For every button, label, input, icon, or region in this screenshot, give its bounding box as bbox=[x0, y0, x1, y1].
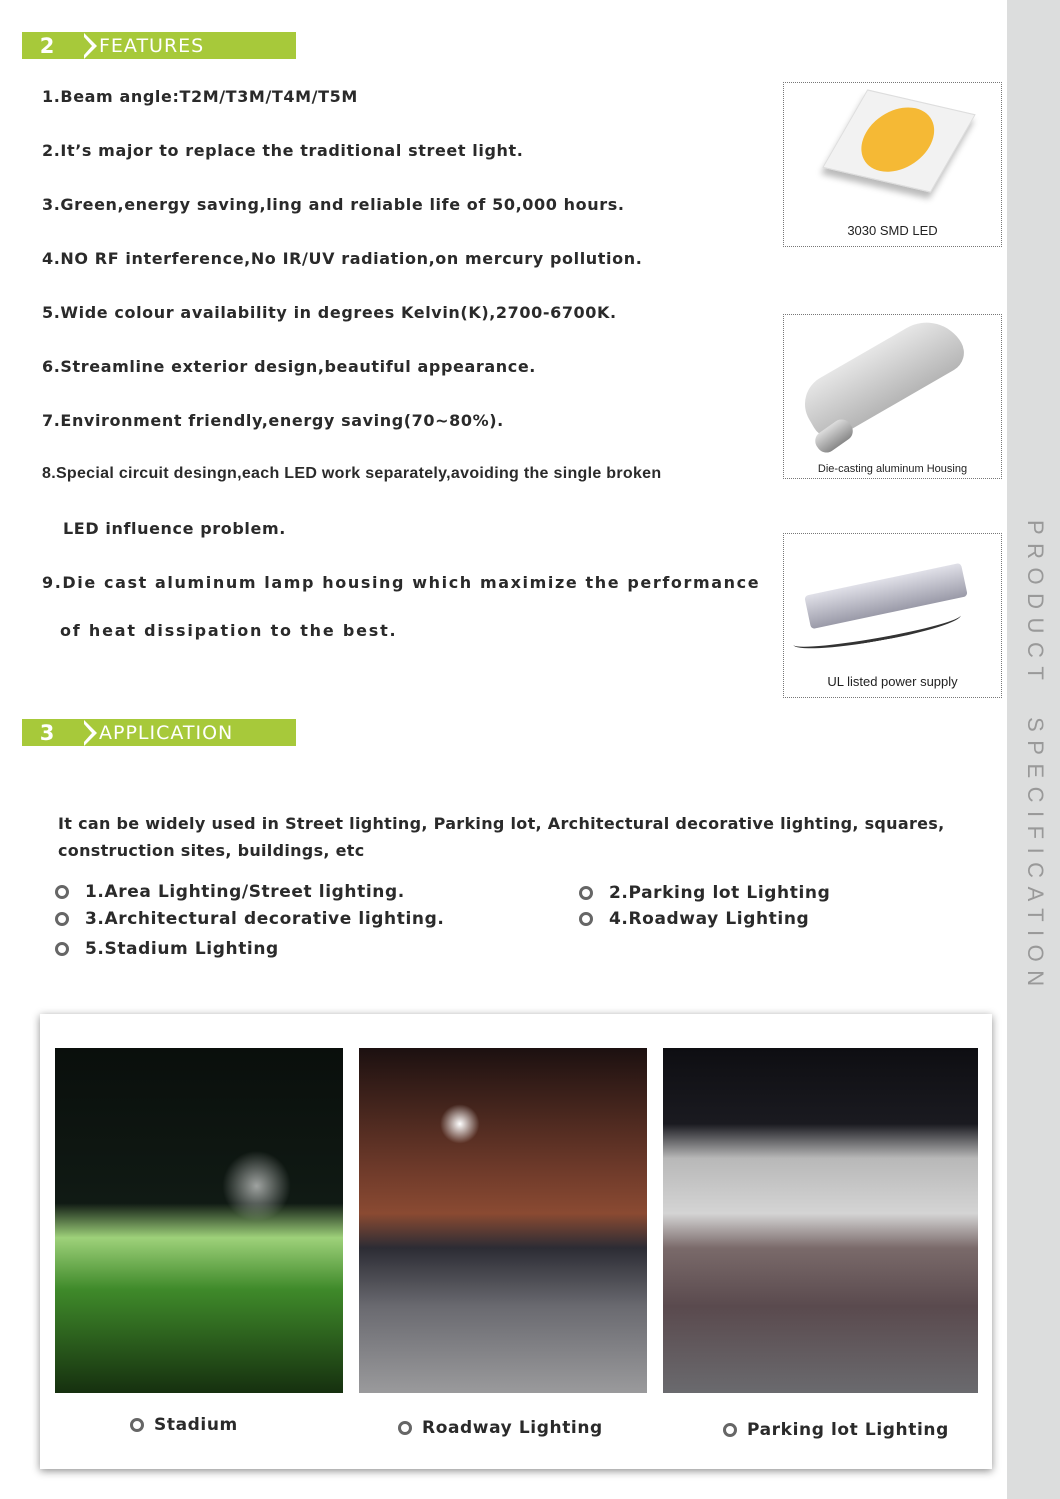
application-header bbox=[22, 719, 296, 746]
photo-caption: Roadway Lighting bbox=[398, 1418, 603, 1438]
feature-item: 5.Wide colour availability in degrees Kelvin(K),2700-6700K. bbox=[42, 303, 617, 322]
features-header bbox=[22, 32, 296, 59]
circle-bullet-icon bbox=[55, 912, 69, 926]
section-number: 2 bbox=[39, 33, 55, 58]
feature-item: 2.It’s major to replace the traditional street light. bbox=[42, 141, 524, 160]
housing-image bbox=[794, 308, 971, 445]
feature-item: 4.NO RF interference,No IR/UV radiation,on mercury pollution. bbox=[42, 249, 643, 268]
stadium-photo bbox=[55, 1048, 343, 1393]
component-caption: UL listed power supply bbox=[827, 674, 958, 689]
circle-bullet-icon bbox=[723, 1423, 737, 1437]
circle-bullet-icon bbox=[579, 886, 593, 900]
feature-item: 3.Green,energy saving,ling and reliable life of 50,000 hours. bbox=[42, 195, 625, 214]
component-caption: 3030 SMD LED bbox=[847, 223, 938, 238]
circle-bullet-icon bbox=[579, 912, 593, 926]
component-caption: Die-casting aluminum Housing bbox=[817, 463, 968, 475]
chevron-right-icon bbox=[84, 720, 97, 746]
feature-item: 1.Beam angle:T2M/T3M/T4M/T5M bbox=[42, 87, 358, 106]
feature-item: LED influence problem. bbox=[63, 519, 286, 538]
circle-bullet-icon bbox=[130, 1418, 144, 1432]
photo-caption: Stadium bbox=[130, 1415, 238, 1435]
roadway-photo bbox=[359, 1048, 647, 1393]
power-supply-box bbox=[783, 533, 1002, 698]
feature-item: 9.Die cast aluminum lamp housing which maximize the performance bbox=[42, 573, 761, 592]
chevron-right-icon bbox=[84, 33, 97, 59]
feature-item: of heat dissipation to the best. bbox=[60, 621, 398, 640]
circle-bullet-icon bbox=[55, 942, 69, 956]
section-number: 3 bbox=[39, 720, 55, 745]
photo-caption: Parking lot Lighting bbox=[723, 1420, 949, 1440]
feature-item: 8.Special circuit desingn,each LED work separately,avoiding the single broken bbox=[42, 465, 662, 482]
feature-item: 6.Streamline exterior design,beautiful appearance. bbox=[42, 357, 536, 376]
application-item: 1.Area Lighting/Street lighting. bbox=[55, 882, 405, 902]
led-chip-box bbox=[783, 82, 1002, 247]
application-item: 5.Stadium Lighting bbox=[55, 939, 279, 959]
photo-panel bbox=[40, 1014, 992, 1469]
circle-bullet-icon bbox=[398, 1421, 412, 1435]
led-chip-image bbox=[822, 89, 975, 192]
application-item: 4.Roadway Lighting bbox=[579, 909, 809, 929]
sidebar-title: PRODUCT SPECIFICATION bbox=[1023, 520, 1048, 995]
section-title: FEATURES bbox=[99, 34, 205, 57]
feature-item: 7.Environment friendly,energy saving(70~80%). bbox=[42, 411, 504, 430]
application-description: It can be widely used in Street lighting, Parking lot, Architectural decorative lighting, squares, construction sites, buildings, etc bbox=[58, 814, 945, 860]
circle-bullet-icon bbox=[55, 885, 69, 899]
housing-box bbox=[783, 314, 1002, 479]
application-item: 2.Parking lot Lighting bbox=[579, 883, 830, 903]
parking-lot-photo bbox=[663, 1048, 978, 1393]
application-item: 3.Architectural decorative lighting. bbox=[55, 909, 444, 929]
section-title: APPLICATION bbox=[99, 721, 234, 744]
